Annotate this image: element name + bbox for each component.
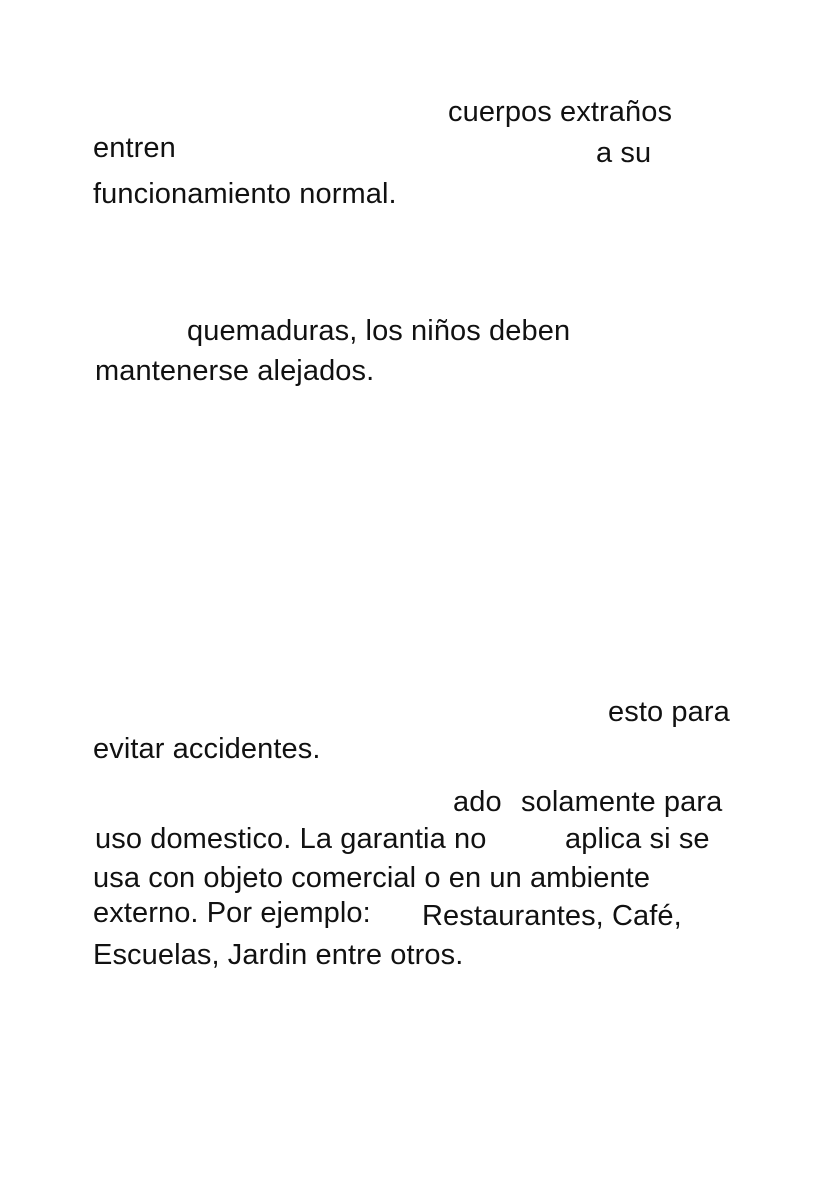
text-fragment-mantenerse-alejados: mantenerse alejados. — [95, 355, 375, 387]
text-fragment-restaurantes-cafe: Restaurantes, Café, — [422, 900, 682, 932]
text-fragment-entren: entren — [93, 132, 176, 164]
text-fragment-solamente-para: solamente para — [521, 786, 723, 818]
text-fragment-usa-con-objeto: usa con objeto comercial o en un ambiente — [93, 862, 651, 894]
text-fragment-uso-domestico: uso domestico. La garantia no — [95, 823, 487, 855]
text-fragment-a-su: a su — [596, 137, 652, 169]
text-fragment-funcionamiento-normal: funcionamiento normal. — [93, 178, 397, 210]
text-fragment-ado: ado — [453, 786, 502, 818]
text-fragment-quemaduras: quemaduras, los niños deben — [187, 315, 571, 347]
text-fragment-cuerpos-extranos: cuerpos extraños — [448, 96, 673, 128]
text-fragment-evitar-accidentes: evitar accidentes. — [93, 733, 321, 765]
text-fragment-aplica-si-se: aplica si se — [565, 823, 710, 855]
text-fragment-escuelas-jardin: Escuelas, Jardin entre otros. — [93, 939, 464, 971]
text-fragment-esto-para: esto para — [608, 696, 730, 728]
text-fragment-externo: externo. Por ejemplo: — [93, 897, 371, 929]
